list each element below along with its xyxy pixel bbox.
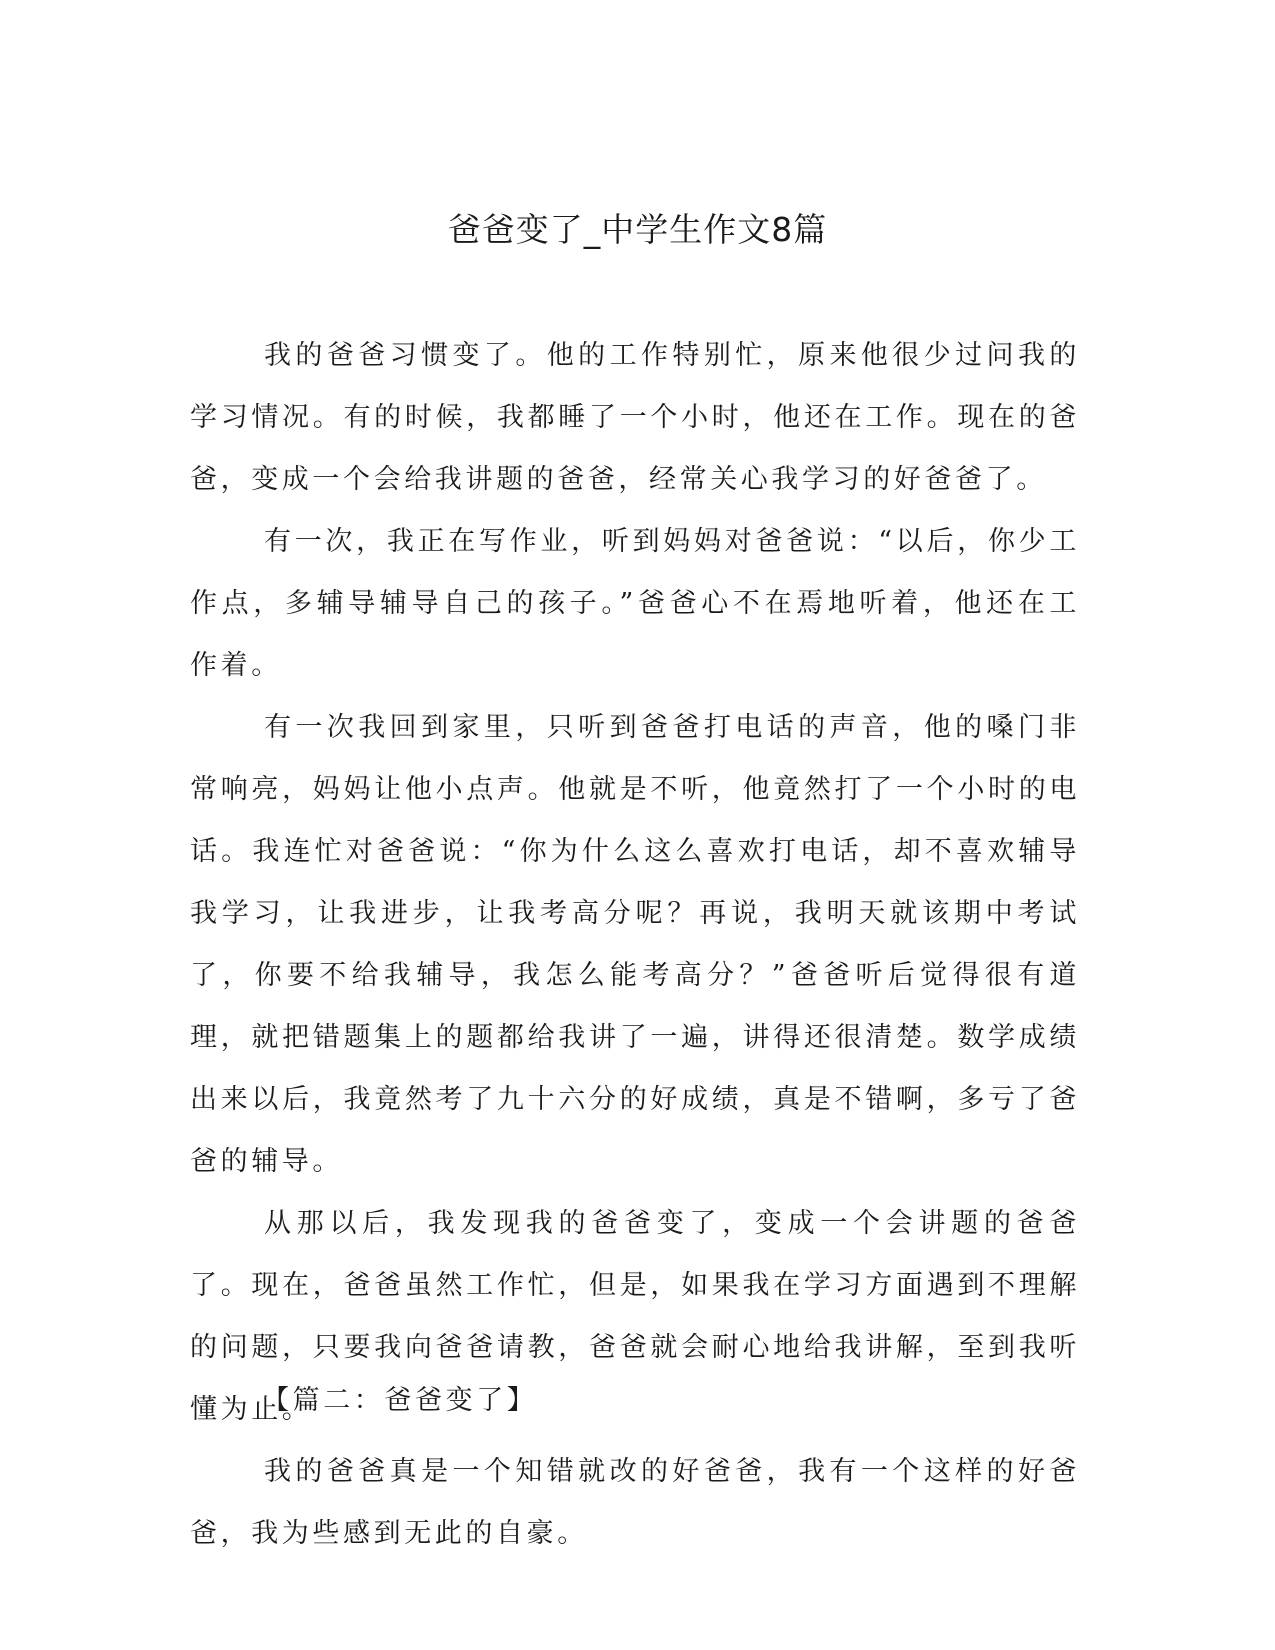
section-heading: 【篇二：爸爸变了】 [262, 1385, 538, 1416]
paragraph: 有一次我回到家里，只听到爸爸打电话的声音，他的嗓门非常响亮，妈妈让他小点声。他就是不听，他竟然打了一个小时的电话。我连忙对爸爸说：“你为什么这么喜欢打电话，却不喜欢辅导我学习，让我进步，让我考高分呢？再说，我明天就该期中考试了，你要不给我辅导，我怎么能考高分？”爸爸听后觉得很有道理，就把错题集上的题都给我讲了一遍，讲得还很清楚。数学成绩出来以后，我竟然考了九十六分的好成绩，真是不错啊，多亏了爸爸的辅导。 [190, 712, 1080, 1177]
paragraph: 有一次，我正在写作业，听到妈妈对爸爸说：“以后，你少工作点，多辅导辅导自己的孩子。”爸爸心不在焉地听着，他还在工作着。 [190, 526, 1080, 681]
paragraph: 我的爸爸习惯变了。他的工作特别忙，原来他很少过问我的学习情况。有的时候，我都睡了一个小时，他还在工作。现在的爸爸，变成一个会给我讲题的爸爸，经常关心我学习的好爸爸了。 [190, 340, 1080, 495]
paragraph: 从那以后，我发现我的爸爸变了，变成一个会讲题的爸爸了。现在，爸爸虽然工作忙，但是，如果我在学习方面遇到不理解的问题，只要我向爸爸请教，爸爸就会耐心地给我讲解，至到我听懂为止。 [190, 1208, 1080, 1425]
paragraph: 我的爸爸真是一个知错就改的好爸爸，我有一个这样的好爸爸，我为些感到无此的自豪。 [190, 1456, 1080, 1549]
document-title: 爸爸变了_中学生作文8篇 [447, 210, 828, 249]
